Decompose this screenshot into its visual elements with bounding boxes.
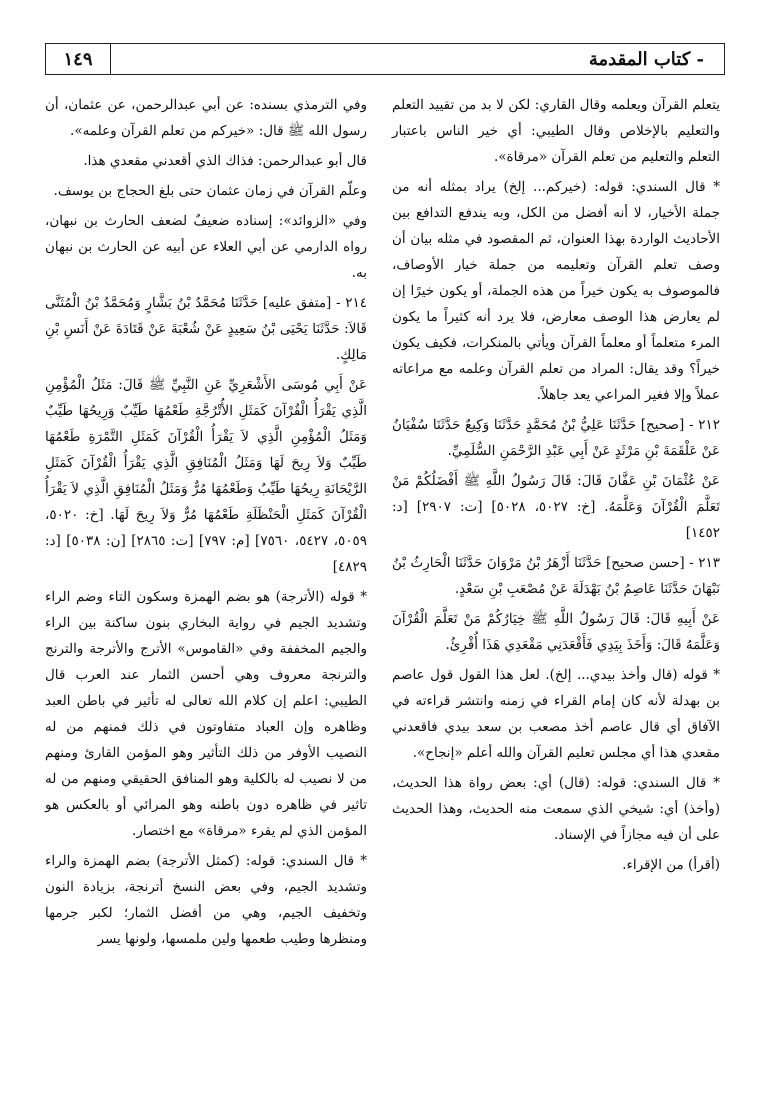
left-column	[45, 92, 367, 956]
running-title: - كتاب المقدمة	[588, 48, 704, 70]
hadith-214-isnad: ٢١٤ - [متفق عليه] حَدَّثَنَا مُحَمَّدُ بْنُ بَشَّارٍ وَمُحَمَّدُ بْنُ الْمُثَنَّى قَالاَ: حَدَّثَنَا يَحْيَى بْنُ سَعِيدٍ عَنْ شُعْبَةَ عَنْ قَتَادَةَ عَنْ أَنَسِ بْنِ مَالِكٍ.	[45, 295, 367, 363]
page-header-frame	[45, 43, 725, 75]
commentary-injah: * قوله (قال وأخذ بيدي... إلخ). لعل هذا القول قول عاصم بن بهدلة لأنه كان إمام القراء في زمنه وانتشر قراءته في الآفاق أي قال عاصم أخذ مصعب بن سعد بيدي فاقعدني مقعدي هذا أي مجلس تعليم القرآن والله أعلم «إنجاح».	[392, 667, 720, 761]
commentary-sindi: * قال السندي: قوله: (قال) أي: بعض رواة هذا الحديث، (وأخذ) أي: شيخي الذي سمعت منه الحديث، وهذا الحديث على أن فيه مجازاً في الإسناد.	[392, 775, 720, 843]
hadith-212-matn: عَنْ عُثْمَانَ بْنِ عَفَّانَ قَالَ: قَالَ رَسُولُ اللَّهِ ﷺ أَفْضَلُكُمْ مَنْ تَعَلَّمَ الْقُرْآنَ وَعَلَّمَهُ. [خ: ٥٠٢٧، ٥٠٢٨] [ت: ٢٩٠٧] [د: ١٤٥٢]	[392, 473, 721, 541]
page-number: ١٤٩	[46, 44, 111, 74]
hadith-213-isnad: ٢١٣ - [حسن صحيح] حَدَّثَنَا أَزْهَرُ بْنُ مَرْوَانَ حَدَّثَنَا الْحَارِثُ بْنُ نَبْهَانَ حَدَّثَنَا عَاصِمُ بْنُ بَهْدَلَةَ عَنْ مُصْعَبِ بْنِ سَعْدٍ.	[392, 555, 720, 597]
zawaid-note: وفي «الزوائد»: إسناده ضعيفٌ لضعف الحارث بن نبهان، رواه الدارمي عن أبي العلاء عن أبيه عن الحارث بن نبهان به.	[45, 213, 367, 281]
hadith-214-matn: عَنْ أَبِي مُوسَى الأَشْعَرِيِّ عَنِ النَّبِيِّ ﷺ قَالَ: مَثَلُ الْمُؤْمِنِ الَّذِي يَقْرَأُ الْقُرْآنَ كَمَثَلِ الأُتْرُجَّةِ طَعْمُهَا طَيِّبٌ وَرِيحُهَا طَيِّبٌ وَمَثَلُ الْمُؤْمِنِ الَّذِي لاَ يَقْرَأُ الْقُرْآنَ كَمَثَلِ التَّمْرَةِ طَعْمُهَا طَيِّبٌ وَلاَ رِيحَ لَهَا وَمَثَلُ الْمُنَافِقِ الَّذِي يَقْرَأُ الْقُرْآنَ كَمَثَلِ الرَّيْحَانَةِ رِيحُهَا طَيِّبٌ وَطَعْمُهَا مُرٌّ وَمَثَلُ الْمُنَافِقِ الَّذِي لاَ يَقْرَأُ الْقُرْآنَ كَمَثَلِ الْحَنْظَلَةِ طَعْمُهَا مُرٌّ وَلاَ رِيحَ لَهَا. [خ: ٥٠٢٠، ٥٠٥٩، ٥٤٢٧، ٧٥٦٠] [م: ٧٩٧] [ت: ٢٨٦٥] [ن: ٥٠٣٨] [د: ٤٨٢٩]	[45, 377, 367, 575]
commentary-sindi: * قال السندي: قوله: (خيركم... إلخ) يراد بمثله أنه من جملة الأخيار، لا أنه أفضل من الكل، وبه يندفع التدافع بين الأحاديث الواردة بهذا العنوان، ثم المقصود في مثله بيان أن وصف تعلم القرآن وتعليمه من جملة خيار الأوصاف، فالموصوف به يكون خيراً من هذه الجملة، أو يكون خيرًا إن لم يعارض هذا الوصف معارض، فلا يرد أنه كثيراً ما يكون المرء متعلماً أو معلماً القرآن ويأتي بالمنكرات، فكيف يكون خيراً؟ وقد يقال: المراد من تعلم القرآن وعلمه مع مراعاته عملاً وإلا فغير المراعي يعد جاهلاً.	[392, 179, 720, 403]
right-column	[392, 92, 720, 882]
paragraph: وعلّم القرآن في زمان عثمان حتى بلغ الحجاج بن يوسف.	[53, 183, 367, 199]
paragraph: يتعلم القرآن ويعلمه وقال القاري: لكن لا بد من تقييد التعلم والتعليم بالإخلاص وقال الطيبي: أي خير الناس باعتبار التعلم والتعليم من تعلم القرآن «مرقاة».	[392, 97, 720, 165]
paragraph: وفي الترمذي بسنده: عن أبي عبدالرحمن، عن عثمان، أن رسول الله ﷺ قال: «خيركم من تعلم القرآن وعلمه».	[45, 97, 367, 139]
hadith-213-matn: عَنْ أَبِيهِ قَالَ: قَالَ رَسُولُ اللَّهِ ﷺ خِيَارُكُمْ مَنْ تَعَلَّمَ الْقُرْآنَ وَعَلَّمَهُ قَالَ: وَأَخَذَ بِيَدِي فَأَقْعَدَنِي مَقْعَدِي هَذَا أُقْرِئُ.	[392, 611, 720, 653]
commentary-sindi: * قال السندي: قوله: (كمثل الأترجة) بضم الهمزة والراء وتشديد الجيم، وفي بعض النسخ أترنجة، بزيادة النون وتخفيف الجيم، وهي من أفضل الثمار؛ لكبر جرمها ومنظرها وطيب طعمها ولين ملمسها، ولونها يسر	[45, 853, 367, 947]
paragraph: (أقرأ) من الإقراء.	[622, 857, 720, 873]
paragraph: قال أبو عبدالرحمن: فذاك الذي أقعدني مقعدي هذا.	[83, 153, 367, 169]
commentary-utrujja: * قوله (الأترجة) هو بضم الهمزة وسكون التاء وضم الراء وتشديد الجيم في رواية البخاري بنون ساكنة بين الراء والجيم المخففة وفي «القاموس» الأترج والأترجة والترنج والترنجة معروف وهي أحسن الثمار عند العرب قال الطيبي: اعلم إن كلام الله تعالى له تأثير في باطن العبد وظاهره وإن العباد متفاوتون في ذلك فمنهم من له النصيب الأوفر من ذلك التأثير وهو المؤمن القارئ ومنهم من لا نصيب له بالكلية وهو المنافق الحقيقي ومنهم من له تاثير في ظاهره دون باطنه وهو المرائي أو بالعكس هو المؤمن الذي لم يقرء «مرقاة» مع اختصار.	[45, 589, 367, 839]
hadith-212-isnad: ٢١٢ - [صحيح] حَدَّثَنَا عَلِيُّ بْنُ مُحَمَّدٍ حَدَّثَنَا وَكِيعٌ حَدَّثَنَا سُفْيَانُ عَنْ عَلْقَمَةَ بْنِ مَرْثَدٍ عَنْ أَبِي عَبْدِ الرَّحْمَنِ السُّلَمِيِّ.	[392, 417, 720, 459]
